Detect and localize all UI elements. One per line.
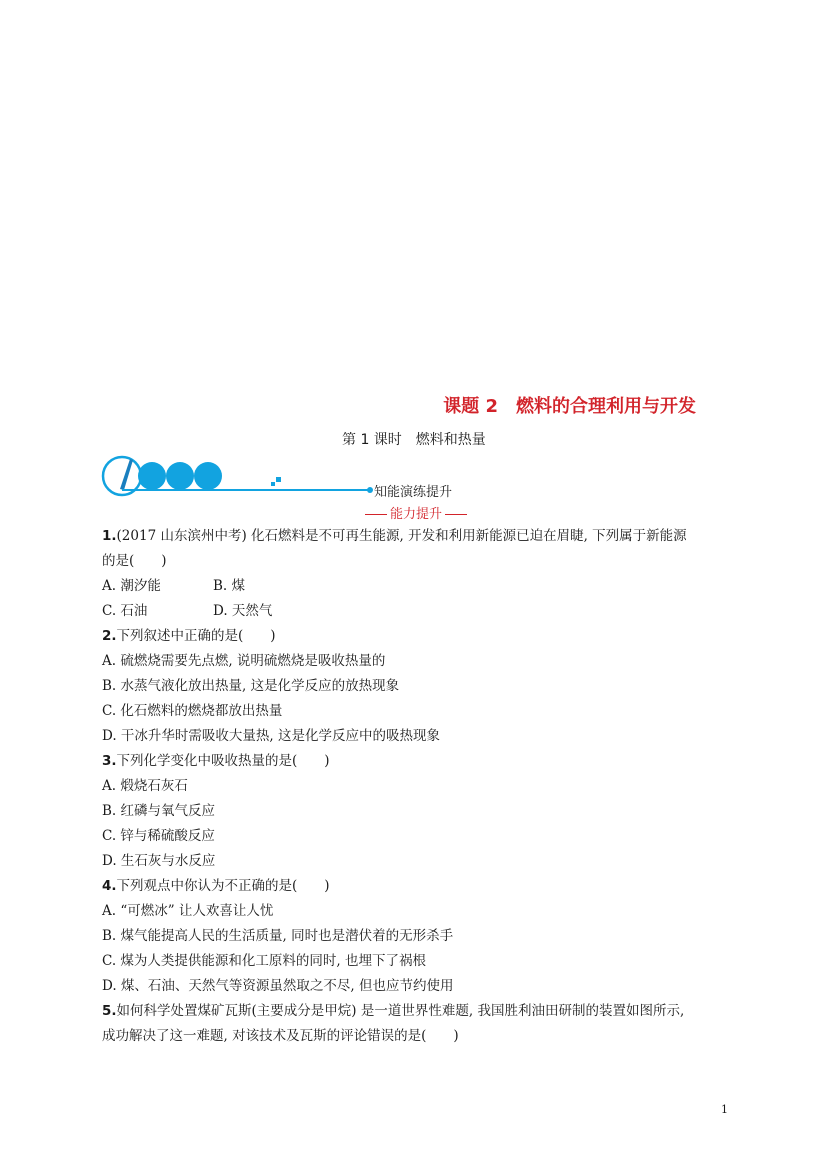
option: B. 水蒸气液化放出热量, 这是化学反应的放热现象 xyxy=(102,678,400,694)
section-label: 能力提升 xyxy=(362,503,470,522)
option: A. “可燃冰” 让人欢喜让人忧 xyxy=(102,903,274,919)
banner-dot-2 xyxy=(166,462,194,490)
option: D. 生石灰与水反应 xyxy=(102,853,216,869)
option: C. 石油 xyxy=(102,603,148,619)
options-row xyxy=(102,574,742,599)
option: A. 硫燃烧需要先点燃, 说明硫燃烧是吸收热量的 xyxy=(102,653,386,669)
option: A. 煅烧石灰石 xyxy=(102,778,188,794)
lesson-title: 课题 2 燃料的合理利用与开发 xyxy=(443,396,696,417)
page-number: 1 xyxy=(721,1103,728,1116)
question-2: 2.下列叙述中正确的是( ) xyxy=(102,628,276,644)
option: B. 红磷与氧气反应 xyxy=(102,803,216,819)
option: D. 天然气 xyxy=(213,603,273,619)
banner-label: 知能演练提升 xyxy=(374,485,453,500)
option: C. 锌与稀硫酸反应 xyxy=(102,828,215,844)
banner-line-end xyxy=(367,487,373,493)
question-5: 5.如何科学处置煤矿瓦斯(主要成分是甲烷) 是一道世界性难题, 我国胜利油田研制的装置如图所示, xyxy=(102,1003,685,1019)
option: B. 煤 xyxy=(213,578,246,594)
options-row xyxy=(102,599,742,624)
question-4: 4.下列观点中你认为不正确的是( ) xyxy=(102,878,330,894)
banner-square-icon xyxy=(276,477,281,482)
option: D. 煤、石油、天然气等资源虽然取之不尽, 但也应节约使用 xyxy=(102,978,454,994)
brush-icon xyxy=(120,459,133,490)
option: A. 潮汐能 xyxy=(102,578,161,594)
option: B. 煤气能提高人民的生活质量, 同时也是潜伏着的无形杀手 xyxy=(102,928,454,944)
option: C. 化石燃料的燃烧都放出热量 xyxy=(102,703,283,719)
option: D. 干冰升华时需吸收大量热, 这是化学反应中的吸热现象 xyxy=(102,728,441,744)
lesson-subtitle: 第 1 课时 燃料和热量 xyxy=(342,432,486,448)
banner-dot-1 xyxy=(138,462,166,490)
banner-dot-3 xyxy=(194,462,222,490)
option: C. 煤为人类提供能源和化工原料的同时, 也埋下了祸根 xyxy=(102,953,427,969)
question-1: 1.(2017 山东滨州中考) 化石燃料是不可再生能源, 开发和利用新能源已迫在眉睫, 下列属于新能源 xyxy=(102,528,687,544)
questions: 1.(2017 山东滨州中考) 化石燃料是不可再生能源, 开发和利用新能源已迫在眉睫, 下列属于新能源 的是( ) A. 潮汐能 B. 煤 C. 石油 D. 天然气 2.下列叙述中正确的是( ) A. 硫燃烧需要先点燃, 说明硫燃烧是吸收热量的 B. 水蒸气液化放出热量, 这是化学反应的放热现象 C. 化石燃料的燃烧都放出热量 D. 干冰升华时需吸收大量热, 这是化学反应中的吸热现象 3.下列化学变化中吸收热量的是( ) A. 煅烧石灰石 B. 红磷与氧气反应 C. 锌与稀硫酸反应 D. 生石灰与水反应 4.下列观点中你认为不正确的是( ) A. “可燃冰” 让人欢喜让人忧 B. 煤气能提高人民的生活质量, 同时也是潜伏着的无形杀手 C. 煤为人类提供能源和化工原料的同时, 也埋下了祸根 D. 煤、石油、天然气等资源虽然取之不尽, 但也应节约使用 5.如何科学处置煤矿瓦斯(主要成分是甲烷) 是一道世界性难题, 我国胜利油田研制的装置如图所示, 成功解决了这一难题, 对该技术及瓦斯的评论错误的是( ) xyxy=(102,524,742,1049)
question-3: 3.下列化学变化中吸收热量的是( ) xyxy=(102,753,330,769)
